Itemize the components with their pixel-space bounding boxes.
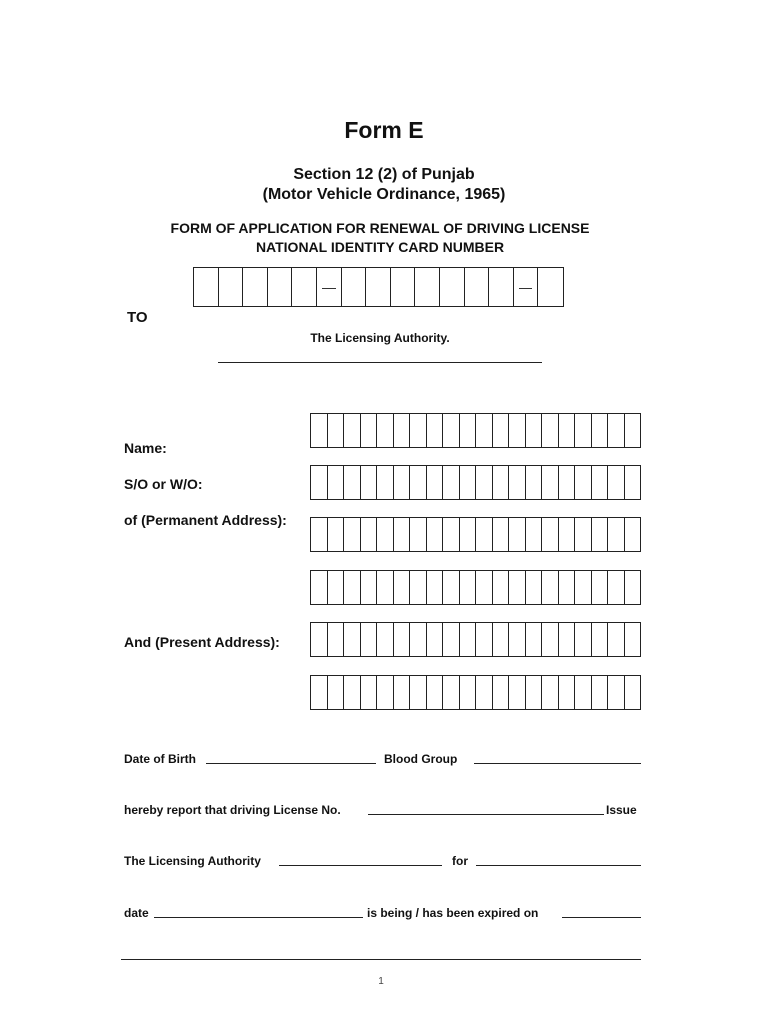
character-box[interactable] (608, 676, 625, 709)
cnic-digit-box[interactable] (366, 268, 391, 306)
character-box[interactable] (311, 518, 328, 551)
character-box[interactable] (509, 414, 526, 447)
character-box[interactable] (509, 466, 526, 499)
character-box[interactable] (493, 676, 510, 709)
date-label: date (124, 906, 149, 920)
licensing-authority-line[interactable] (279, 865, 442, 866)
cnic-digit-box[interactable] (342, 268, 367, 306)
form-title: Form E (344, 117, 424, 143)
character-box[interactable] (427, 414, 444, 447)
cnic-digit-box[interactable] (268, 268, 293, 306)
cnic-heading: NATIONAL IDENTITY CARD NUMBER (255, 239, 505, 255)
character-box[interactable] (476, 571, 493, 604)
character-box[interactable] (443, 571, 460, 604)
character-box[interactable] (410, 414, 427, 447)
character-box[interactable] (559, 571, 576, 604)
character-box[interactable] (625, 518, 641, 551)
character-box[interactable] (559, 466, 576, 499)
license-no-line[interactable] (368, 814, 604, 815)
character-box[interactable] (361, 676, 378, 709)
character-box[interactable] (361, 466, 378, 499)
character-box[interactable] (542, 571, 559, 604)
character-box[interactable] (410, 571, 427, 604)
footer-rule (121, 959, 641, 960)
character-box[interactable] (509, 518, 526, 551)
dob-line[interactable] (206, 763, 376, 764)
character-box[interactable] (443, 676, 460, 709)
character-box[interactable] (608, 571, 625, 604)
character-box[interactable] (559, 676, 576, 709)
character-box[interactable] (460, 623, 477, 656)
character-box[interactable] (592, 466, 609, 499)
name-label: Name: (124, 440, 167, 456)
character-box[interactable] (328, 518, 345, 551)
character-box[interactable] (377, 466, 394, 499)
character-box[interactable] (427, 466, 444, 499)
blood-group-line[interactable] (474, 763, 641, 764)
present-address-grid-line2[interactable] (310, 675, 641, 710)
issue-label: Issue (606, 803, 637, 817)
character-box[interactable] (311, 571, 328, 604)
form-subtitle-section: Section 12 (2) of Punjab (293, 166, 475, 183)
character-box[interactable] (592, 623, 609, 656)
character-box[interactable] (361, 414, 378, 447)
form-heading: FORM OF APPLICATION FOR RENEWAL OF DRIVING LICENSE (170, 220, 590, 236)
character-box[interactable] (493, 466, 510, 499)
character-box[interactable] (509, 623, 526, 656)
character-box[interactable] (493, 518, 510, 551)
cnic-digit-box[interactable] (391, 268, 416, 306)
character-box[interactable] (542, 676, 559, 709)
character-box[interactable] (344, 518, 361, 551)
character-box[interactable] (344, 623, 361, 656)
character-box[interactable] (410, 623, 427, 656)
character-box[interactable] (344, 414, 361, 447)
character-box[interactable] (625, 414, 641, 447)
character-box[interactable] (427, 518, 444, 551)
character-box[interactable] (509, 676, 526, 709)
character-box[interactable] (361, 623, 378, 656)
character-box[interactable] (410, 518, 427, 551)
character-box[interactable] (542, 466, 559, 499)
character-box[interactable] (460, 414, 477, 447)
character-box[interactable] (476, 414, 493, 447)
cnic-digit-box[interactable] (489, 268, 514, 306)
character-box[interactable] (592, 571, 609, 604)
expired-label: is being / has been expired on (367, 906, 539, 920)
cnic-input-boxes[interactable] (193, 267, 564, 307)
permanent-address-grid-line1[interactable] (310, 517, 641, 552)
character-box[interactable] (526, 623, 543, 656)
cnic-digit-box[interactable] (194, 268, 219, 306)
expired-on-line[interactable] (562, 917, 641, 918)
dob-label: Date of Birth (124, 752, 196, 766)
character-box[interactable] (443, 518, 460, 551)
character-box[interactable] (377, 414, 394, 447)
cnic-digit-box[interactable] (219, 268, 244, 306)
character-box[interactable] (361, 518, 378, 551)
character-box[interactable] (575, 518, 592, 551)
character-box[interactable] (394, 571, 411, 604)
character-box[interactable] (460, 518, 477, 551)
character-box[interactable] (394, 623, 411, 656)
for-label: for (452, 854, 468, 868)
character-box[interactable] (427, 676, 444, 709)
character-box[interactable] (476, 676, 493, 709)
character-box[interactable] (575, 571, 592, 604)
cnic-digit-box[interactable] (292, 268, 317, 306)
character-box[interactable] (328, 414, 345, 447)
character-box[interactable] (592, 676, 609, 709)
character-box[interactable] (460, 571, 477, 604)
character-box[interactable] (542, 518, 559, 551)
character-box[interactable] (608, 414, 625, 447)
character-box[interactable] (394, 466, 411, 499)
character-box[interactable] (476, 623, 493, 656)
character-box[interactable] (559, 414, 576, 447)
character-box[interactable] (625, 571, 641, 604)
character-box[interactable] (311, 414, 328, 447)
cnic-separator-dash (514, 268, 539, 306)
cnic-digit-box[interactable] (243, 268, 268, 306)
character-box[interactable] (608, 466, 625, 499)
character-box[interactable] (394, 414, 411, 447)
character-box[interactable] (328, 571, 345, 604)
character-box[interactable] (427, 571, 444, 604)
cnic-separator-dash (317, 268, 342, 306)
character-box[interactable] (575, 466, 592, 499)
character-box[interactable] (328, 623, 345, 656)
name-input-grid[interactable] (310, 413, 641, 448)
cnic-digit-box[interactable] (415, 268, 440, 306)
permanent-address-label: of (Permanent Address): (124, 512, 287, 528)
character-box[interactable] (542, 623, 559, 656)
permanent-address-grid-line2[interactable] (310, 570, 641, 605)
licensing-authority-address: The Licensing Authority. (310, 331, 450, 345)
character-box[interactable] (427, 623, 444, 656)
character-box[interactable] (575, 623, 592, 656)
character-box[interactable] (377, 571, 394, 604)
page-number: 1 (378, 976, 384, 987)
license-no-label: hereby report that driving License No. (124, 803, 341, 817)
character-box[interactable] (344, 466, 361, 499)
character-box[interactable] (575, 676, 592, 709)
character-box[interactable] (592, 414, 609, 447)
character-box[interactable] (344, 571, 361, 604)
for-line[interactable] (476, 865, 641, 866)
cnic-digit-box[interactable] (538, 268, 563, 306)
date-line[interactable] (154, 917, 363, 918)
present-address-label: And (Present Address): (124, 634, 280, 650)
character-box[interactable] (559, 623, 576, 656)
character-box[interactable] (311, 623, 328, 656)
character-box[interactable] (460, 466, 477, 499)
character-box[interactable] (592, 518, 609, 551)
character-box[interactable] (476, 466, 493, 499)
authority-underline (218, 362, 542, 363)
character-box[interactable] (311, 466, 328, 499)
character-box[interactable] (625, 623, 641, 656)
character-box[interactable] (443, 466, 460, 499)
cnic-digit-box[interactable] (465, 268, 490, 306)
character-box[interactable] (526, 466, 543, 499)
form-subtitle-ordinance: (Motor Vehicle Ordinance, 1965) (262, 186, 506, 203)
character-box[interactable] (542, 414, 559, 447)
character-box[interactable] (625, 466, 641, 499)
character-box[interactable] (476, 518, 493, 551)
character-box[interactable] (394, 518, 411, 551)
character-box[interactable] (559, 518, 576, 551)
character-box[interactable] (608, 623, 625, 656)
character-box[interactable] (443, 623, 460, 656)
character-box[interactable] (493, 414, 510, 447)
character-box[interactable] (493, 571, 510, 604)
present-address-grid-line1[interactable] (310, 622, 641, 657)
character-box[interactable] (526, 518, 543, 551)
licensing-authority-label: The Licensing Authority (124, 854, 261, 868)
character-box[interactable] (608, 518, 625, 551)
character-box[interactable] (328, 466, 345, 499)
character-box[interactable] (410, 466, 427, 499)
cnic-digit-box[interactable] (440, 268, 465, 306)
so-wo-input-grid[interactable] (310, 465, 641, 500)
so-wo-label: S/O or W/O: (124, 476, 203, 492)
character-box[interactable] (625, 676, 641, 709)
character-box[interactable] (443, 414, 460, 447)
character-box[interactable] (493, 623, 510, 656)
character-box[interactable] (394, 676, 411, 709)
character-box[interactable] (344, 676, 361, 709)
character-box[interactable] (361, 571, 378, 604)
character-box[interactable] (526, 676, 543, 709)
blood-group-label: Blood Group (384, 752, 458, 766)
character-box[interactable] (377, 518, 394, 551)
character-box[interactable] (509, 571, 526, 604)
character-box[interactable] (410, 676, 427, 709)
character-box[interactable] (460, 676, 477, 709)
character-box[interactable] (311, 676, 328, 709)
character-box[interactable] (526, 414, 543, 447)
character-box[interactable] (328, 676, 345, 709)
character-box[interactable] (377, 623, 394, 656)
to-label: TO (127, 309, 148, 326)
character-box[interactable] (526, 571, 543, 604)
character-box[interactable] (575, 414, 592, 447)
character-box[interactable] (377, 676, 394, 709)
